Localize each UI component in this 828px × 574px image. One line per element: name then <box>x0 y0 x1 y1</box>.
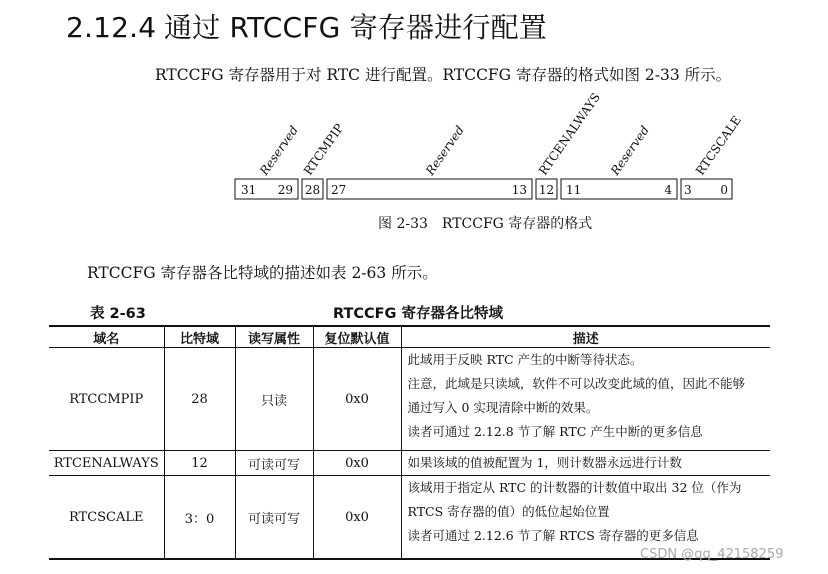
cell-bits: 3：0 <box>164 476 235 560</box>
field-box-rtcscale <box>681 179 732 199</box>
description-line: 注意，此域是只读域，软件不可以改变此域的值，因此不能够 <box>407 376 746 391</box>
header-bits: 比特域 <box>164 326 235 348</box>
table-intro-paragraph: RTCCFG 寄存器各比特域的描述如表 2-63 所示。 <box>87 264 438 282</box>
bit-label-31: 31 <box>241 183 257 197</box>
section-heading <box>66 6 547 46</box>
field-box-reserved-31-29 <box>235 179 298 199</box>
table-title <box>0 302 828 323</box>
header-description: 描述 <box>401 326 770 348</box>
cell-description <box>401 451 770 476</box>
cell-reset: 0x0 <box>313 451 401 476</box>
description-line: 此域用于反映 RTC 产生的中断等待状态。 <box>407 352 643 367</box>
description-line: 通过写入 0 实现清除中断的效果。 <box>407 400 599 415</box>
table-row <box>49 348 770 451</box>
field-name-rtcmpip: RTCMPIP <box>300 121 347 178</box>
bit-label-28: 28 <box>304 183 321 197</box>
description-line: 该域用于指定从 RTC 的计数器的计数值中取出 32 位（作为 <box>407 480 742 495</box>
section-title: 通过 RTCCFG 寄存器进行配置 <box>164 11 547 44</box>
field-name-rtcenalways: RTCENALWAYS <box>535 90 604 178</box>
field-name-reserved-31-29: Reserved <box>256 123 301 178</box>
bitfield-table <box>49 325 770 560</box>
section-number: 2.12.4 <box>66 11 157 44</box>
header-access: 读写属性 <box>235 326 313 348</box>
bit-label-11: 11 <box>566 183 582 197</box>
description-line: 如果该域的值被配置为 1，则计数器永远进行计数 <box>407 455 682 470</box>
field-name-reserved-27-13: Reserved <box>422 123 467 178</box>
header-reset: 复位默认值 <box>313 326 401 348</box>
bit-label-29: 29 <box>277 183 293 197</box>
description-line: RTCS 寄存器的值）的低位起始位置 <box>407 504 610 519</box>
cell-reset: 0x0 <box>313 348 401 451</box>
cell-access: 可读可写 <box>235 451 313 476</box>
bit-label-0: 0 <box>720 183 728 197</box>
cell-access: 可读可写 <box>235 476 313 560</box>
bit-label-12: 12 <box>538 183 555 197</box>
intro-paragraph: RTCCFG 寄存器用于对 RTC 进行配置。RTCCFG 寄存器的格式如图 2-33 所示。 <box>155 66 732 84</box>
table-label: 表 2-63 <box>90 306 146 322</box>
cell-bits: 28 <box>164 348 235 451</box>
bit-label-3: 3 <box>684 183 692 197</box>
description-line: 读者可通过 2.12.8 节了解 RTC 产生中断的更多信息 <box>407 424 703 439</box>
figure-caption-text: RTCCFG 寄存器的格式 <box>441 216 593 232</box>
field-box-reserved-27-13 <box>327 179 532 199</box>
header-field-name: 域名 <box>49 326 164 348</box>
field-name-rtcscale: RTCSCALE <box>692 113 744 178</box>
cell-field-name: RTCCMPIP <box>49 348 164 451</box>
table-header-row <box>49 326 770 348</box>
field-box-rtcenalways <box>536 179 557 199</box>
field-box-reserved-11-4 <box>561 179 677 199</box>
table-title-text: RTCCFG 寄存器各比特域 <box>332 306 504 322</box>
cell-field-name: RTCENALWAYS <box>49 451 164 476</box>
cell-access: 只读 <box>235 348 313 451</box>
field-name-reserved-11-4: Reserved <box>607 123 652 178</box>
cell-reset: 0x0 <box>313 476 401 560</box>
cell-field-name: RTCSCALE <box>49 476 164 560</box>
table-row <box>49 451 770 476</box>
bit-label-27: 27 <box>331 183 347 197</box>
figure-caption <box>378 213 592 233</box>
description-line: 读者可通过 2.12.6 节了解 RTCS 寄存器的更多信息 <box>407 528 699 543</box>
bit-label-13: 13 <box>511 183 527 197</box>
watermark: CSDN @qq_42158259 <box>640 547 784 562</box>
bit-label-4: 4 <box>664 183 672 197</box>
cell-bits: 12 <box>164 451 235 476</box>
figure-caption-number: 图 2-33 <box>378 216 428 232</box>
cell-description <box>401 348 770 451</box>
field-box-rtcmpip <box>302 179 323 199</box>
